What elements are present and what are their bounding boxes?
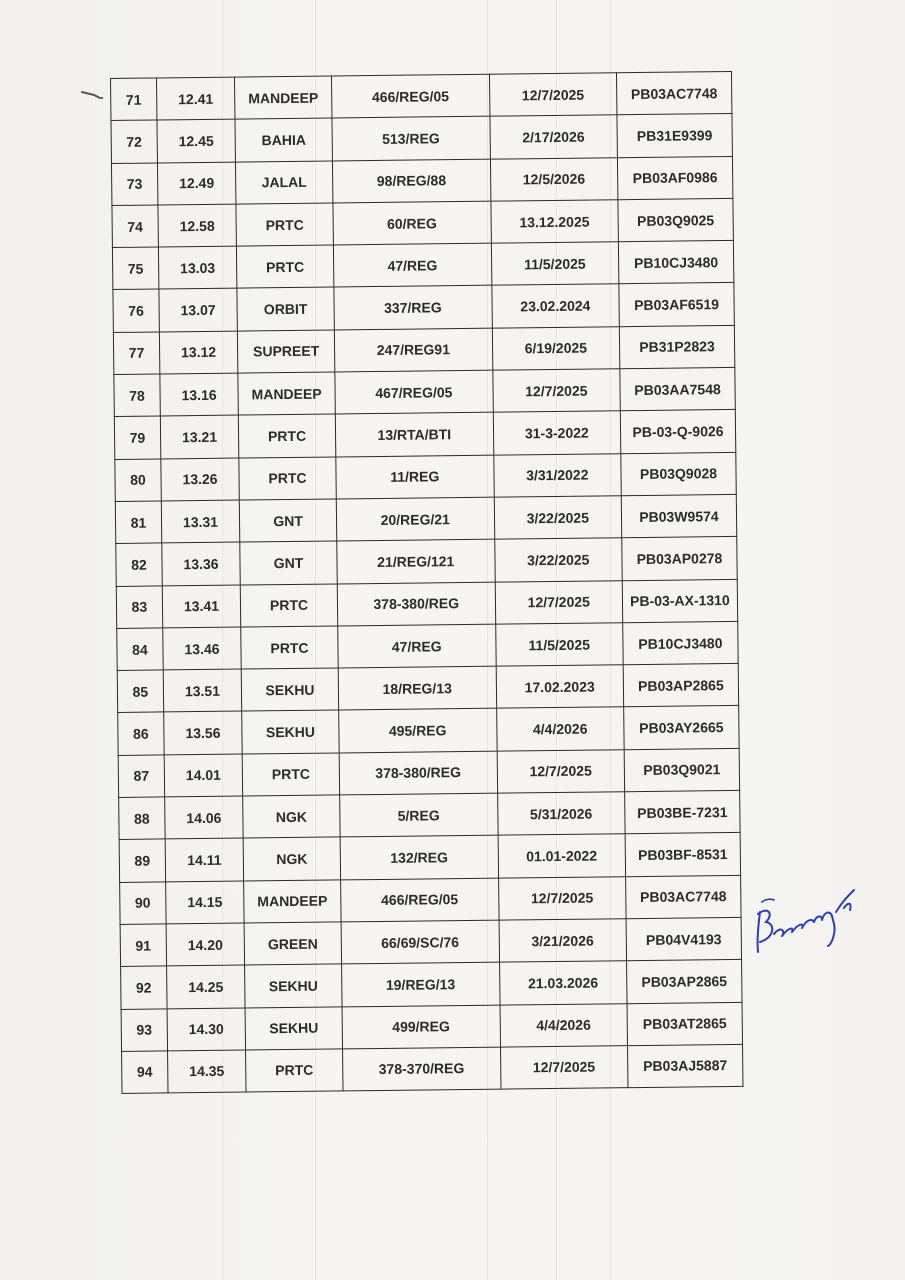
- serial-number-cell: 82: [116, 543, 162, 586]
- vehicle-number-cell: PB03AJ5887: [627, 1044, 743, 1088]
- table-row: [119, 790, 740, 839]
- table-row: [117, 664, 738, 713]
- registration-number-cell: 499/REG: [342, 1005, 500, 1049]
- table-row: [113, 283, 734, 332]
- time-cell: 14.30: [167, 1008, 246, 1051]
- registration-number-cell: 466/REG/05: [331, 74, 489, 118]
- registration-number-cell: 47/REG: [338, 624, 496, 668]
- serial-number-cell: 81: [115, 501, 161, 544]
- table-row: [118, 706, 739, 755]
- handwritten-signature-icon: [752, 872, 864, 960]
- time-cell: 14.25: [166, 965, 245, 1008]
- registration-number-cell: 66/69/SC/76: [341, 920, 499, 964]
- serial-number-cell: 85: [117, 670, 163, 713]
- table-row: [120, 917, 741, 966]
- validity-date-cell: 11/5/2025: [491, 242, 619, 286]
- validity-date-cell: 12/5/2026: [490, 157, 618, 201]
- table-row: [114, 368, 735, 417]
- table-row: [116, 537, 737, 586]
- time-cell: 12.41: [156, 77, 235, 120]
- table-row: [121, 960, 742, 1009]
- vehicle-number-cell: PB10CJ3480: [623, 621, 739, 665]
- vehicle-number-cell: PB03AA7548: [620, 368, 736, 412]
- validity-date-cell: 21.03.2026: [499, 961, 627, 1005]
- serial-number-cell: 92: [121, 966, 167, 1009]
- vehicle-number-cell: PB03W9574: [621, 494, 737, 538]
- vehicle-number-cell: PB03AC7748: [625, 875, 741, 919]
- vehicle-number-cell: PB03AC7748: [616, 71, 732, 115]
- validity-date-cell: 2/17/2026: [490, 115, 618, 159]
- vehicle-number-cell: PB03AP0278: [622, 537, 738, 581]
- registration-number-cell: 5/REG: [340, 793, 498, 837]
- registration-number-cell: 378-370/REG: [342, 1047, 500, 1091]
- validity-date-cell: 4/4/2026: [500, 1003, 628, 1047]
- operator-name-cell: JALAL: [236, 161, 333, 204]
- registration-number-cell: 20/REG/21: [336, 497, 494, 541]
- vehicle-number-cell: PB10CJ3480: [618, 241, 734, 285]
- registration-number-cell: 47/REG: [333, 243, 491, 287]
- registration-number-cell: 13/RTA/BTI: [335, 413, 493, 457]
- operator-name-cell: PRTC: [240, 584, 337, 627]
- validity-date-cell: 12/7/2025: [498, 876, 626, 920]
- registration-number-cell: 247/REG91: [334, 328, 492, 372]
- operator-name-cell: PRTC: [239, 457, 336, 500]
- time-cell: 14.06: [164, 796, 243, 839]
- serial-number-cell: 80: [115, 459, 161, 502]
- validity-date-cell: 11/5/2025: [495, 623, 623, 667]
- operator-name-cell: BAHIA: [235, 118, 332, 161]
- table-row: [117, 621, 738, 670]
- registration-number-cell: 467/REG/05: [335, 370, 493, 414]
- serial-number-cell: 83: [116, 586, 162, 629]
- operator-name-cell: GNT: [239, 499, 336, 542]
- time-cell: 13.12: [159, 331, 238, 374]
- validity-date-cell: 4/4/2026: [496, 707, 624, 751]
- validity-date-cell: 17.02.2023: [496, 665, 624, 709]
- registration-number-cell: 132/REG: [340, 835, 498, 879]
- validity-date-cell: 12/7/2025: [489, 73, 617, 117]
- serial-number-cell: 84: [117, 628, 163, 671]
- time-cell: 14.01: [164, 754, 243, 797]
- registration-number-cell: 466/REG/05: [340, 878, 498, 922]
- vehicle-register-table-wrap: [110, 71, 743, 1094]
- table-row: [116, 579, 737, 628]
- serial-number-cell: 74: [112, 205, 158, 248]
- operator-name-cell: PRTC: [246, 1049, 343, 1092]
- operator-name-cell: SEKHU: [245, 964, 342, 1007]
- vehicle-number-cell: PB03AF0986: [617, 156, 733, 200]
- serial-number-cell: 75: [112, 247, 158, 290]
- vehicle-number-cell: PB03AY2665: [624, 706, 740, 750]
- serial-number-cell: 90: [120, 882, 166, 925]
- serial-number-cell: 79: [114, 416, 160, 459]
- table-body: [111, 71, 743, 1093]
- table-row: [112, 241, 733, 290]
- serial-number-cell: 86: [118, 712, 164, 755]
- vehicle-number-cell: PB-03-AX-1310: [622, 579, 738, 623]
- operator-name-cell: PRTC: [239, 414, 336, 457]
- table-row: [115, 452, 736, 501]
- time-cell: 13.51: [163, 669, 242, 712]
- registration-number-cell: 98/REG/88: [332, 159, 490, 203]
- time-cell: 13.56: [163, 711, 242, 754]
- time-cell: 12.58: [158, 204, 237, 247]
- serial-number-cell: 71: [111, 78, 157, 121]
- table-row: [114, 410, 735, 459]
- validity-date-cell: 12/7/2025: [495, 580, 623, 624]
- registration-number-cell: 378-380/REG: [337, 582, 495, 626]
- vehicle-number-cell: PB03AP2865: [623, 664, 739, 708]
- time-cell: 12.49: [157, 162, 236, 205]
- serial-number-cell: 72: [111, 120, 157, 163]
- table-row: [115, 494, 736, 543]
- operator-name-cell: SEKHU: [245, 1006, 342, 1049]
- operator-name-cell: MANDEEP: [244, 880, 341, 923]
- validity-date-cell: 23.02.2024: [492, 284, 620, 328]
- validity-date-cell: 31-3-2022: [493, 411, 621, 455]
- registration-number-cell: 337/REG: [334, 286, 492, 330]
- table-row: [119, 833, 740, 882]
- vehicle-number-cell: PB03AT2865: [627, 1002, 743, 1046]
- table-row: [118, 748, 739, 797]
- time-cell: 13.03: [158, 246, 237, 289]
- operator-name-cell: NGK: [243, 837, 340, 880]
- time-cell: 14.20: [166, 923, 245, 966]
- table-row: [112, 198, 733, 247]
- operator-name-cell: PRTC: [242, 753, 339, 796]
- table-row: [111, 71, 732, 120]
- serial-number-cell: 78: [114, 374, 160, 417]
- operator-name-cell: SUPREET: [238, 330, 335, 373]
- validity-date-cell: 13.12.2025: [491, 200, 619, 244]
- operator-name-cell: MANDEEP: [235, 76, 332, 119]
- vehicle-number-cell: PB03BE-7231: [625, 790, 741, 834]
- table-row: [111, 156, 732, 205]
- validity-date-cell: 6/19/2025: [492, 327, 620, 371]
- vehicle-number-cell: PB03Q9028: [621, 452, 737, 496]
- validity-date-cell: 3/22/2025: [494, 496, 622, 540]
- validity-date-cell: 3/21/2026: [499, 919, 627, 963]
- serial-number-cell: 94: [122, 1051, 168, 1094]
- serial-number-cell: 91: [120, 924, 166, 967]
- operator-name-cell: PRTC: [241, 626, 338, 669]
- operator-name-cell: SEKHU: [242, 710, 339, 753]
- vehicle-number-cell: PB03BF-8531: [625, 833, 741, 877]
- time-cell: 13.36: [162, 542, 241, 585]
- registration-number-cell: 60/REG: [333, 201, 491, 245]
- table-row: [122, 1044, 743, 1093]
- serial-number-cell: 89: [119, 839, 165, 882]
- validity-date-cell: 3/31/2022: [493, 453, 621, 497]
- time-cell: 14.35: [167, 1050, 246, 1093]
- time-cell: 13.21: [160, 415, 239, 458]
- time-cell: 12.45: [157, 119, 236, 162]
- registration-number-cell: 495/REG: [339, 709, 497, 753]
- time-cell: 13.16: [160, 373, 239, 416]
- time-cell: 13.07: [159, 289, 238, 332]
- vehicle-number-cell: PB04V4193: [626, 917, 742, 961]
- operator-name-cell: ORBIT: [237, 287, 334, 330]
- vehicle-number-cell: PB03AP2865: [626, 960, 742, 1004]
- vehicle-number-cell: PB31P2823: [619, 325, 735, 369]
- registration-number-cell: 18/REG/13: [338, 666, 496, 710]
- validity-date-cell: 5/31/2026: [497, 792, 625, 836]
- staple-mark-icon: [80, 88, 106, 100]
- operator-name-cell: PRTC: [236, 203, 333, 246]
- serial-number-cell: 93: [121, 1008, 167, 1051]
- vehicle-number-cell: PB03Q9021: [624, 748, 740, 792]
- registration-number-cell: 19/REG/13: [341, 962, 499, 1006]
- registration-number-cell: 21/REG/121: [337, 539, 495, 583]
- time-cell: 13.31: [161, 500, 240, 543]
- operator-name-cell: MANDEEP: [238, 372, 335, 415]
- table-row: [111, 114, 732, 163]
- time-cell: 13.26: [161, 458, 240, 501]
- registration-number-cell: 513/REG: [332, 116, 490, 160]
- table-row: [120, 875, 741, 924]
- serial-number-cell: 73: [111, 163, 157, 206]
- table-row: [113, 325, 734, 374]
- serial-number-cell: 88: [119, 797, 165, 840]
- time-cell: 14.15: [165, 881, 244, 924]
- validity-date-cell: 12/7/2025: [497, 749, 625, 793]
- serial-number-cell: 77: [113, 332, 159, 375]
- table-row: [121, 1002, 742, 1051]
- time-cell: 13.41: [162, 585, 241, 628]
- vehicle-register-table: [110, 71, 743, 1094]
- serial-number-cell: 87: [118, 755, 164, 798]
- time-cell: 13.46: [163, 627, 242, 670]
- vehicle-number-cell: PB-03-Q-9026: [620, 410, 736, 454]
- operator-name-cell: GREEN: [244, 922, 341, 965]
- validity-date-cell: 12/7/2025: [500, 1046, 628, 1090]
- validity-date-cell: 01.01-2022: [498, 834, 626, 878]
- operator-name-cell: GNT: [240, 541, 337, 584]
- registration-number-cell: 378-380/REG: [339, 751, 497, 795]
- operator-name-cell: PRTC: [237, 245, 334, 288]
- operator-name-cell: SEKHU: [241, 668, 338, 711]
- validity-date-cell: 12/7/2025: [492, 369, 620, 413]
- vehicle-number-cell: PB03Q9025: [618, 198, 734, 242]
- vehicle-number-cell: PB03AF6519: [619, 283, 735, 327]
- time-cell: 14.11: [165, 838, 244, 881]
- vehicle-number-cell: PB31E9399: [617, 114, 733, 158]
- registration-number-cell: 11/REG: [336, 455, 494, 499]
- serial-number-cell: 76: [113, 289, 159, 332]
- operator-name-cell: NGK: [243, 795, 340, 838]
- validity-date-cell: 3/22/2025: [494, 538, 622, 582]
